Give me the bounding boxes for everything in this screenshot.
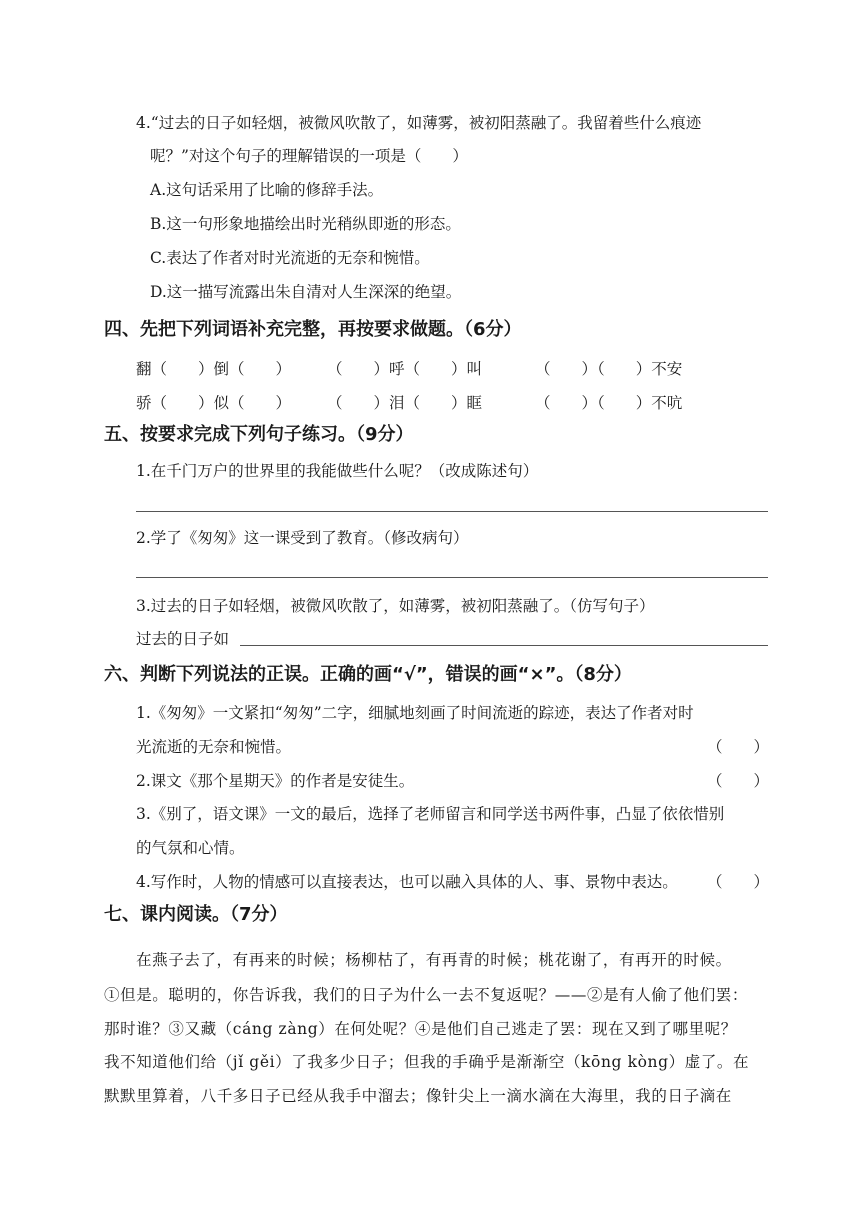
passage-line-4: 我不知道他们给（jǐ gěi）了我多少日子；但我的手确乎是渐渐空（kōng kòng）虚了。在 (104, 1053, 750, 1071)
q4-option-b: B.这一句形象地描绘出时光稍纵即逝的形态。 (150, 215, 461, 233)
word-blank-6: （ ）（ ）不吭 (535, 394, 683, 412)
passage-line-1: 在燕子去了，有再来的时候；杨柳枯了，有再青的时候；桃花谢了，有再开的时候。 (136, 951, 732, 969)
section7-heading: 七、课内阅读。（7分） (104, 904, 288, 925)
s6-q1-line2: 光流逝的无奈和惋惜。 (136, 738, 292, 756)
word-blank-3: （ ）（ ）不安 (535, 360, 683, 378)
section5-heading: 五、按要求完成下列句子练习。（9分） (104, 424, 414, 445)
s5-q3-prefix: 过去的日子如 (136, 630, 230, 648)
section6-heading: 六、判断下列说法的正误。正确的画“√”，错误的画“×”。（8分） (104, 664, 632, 685)
s6-q3-line1: 3.《别了，语文课》一文的最后，选择了老师留言和同学送书两件事，凸显了依依惜别 (136, 805, 725, 823)
passage-line-2: ①但是。聪明的，你告诉我，我们的日子为什么一去不复返呢？——②是有人偷了他们罢： (104, 986, 749, 1004)
s5-q3-answer-line[interactable] (240, 645, 768, 646)
s6-q2-answer-paren[interactable]: （ ） (707, 772, 770, 790)
s5-q2-answer-line[interactable] (136, 577, 768, 578)
s6-q2: 2.课文《那个星期天》的作者是安徒生。 (136, 772, 415, 790)
s5-q2: 2.学了《匆匆》这一课受到了教育。（修改病句） (136, 529, 469, 547)
passage-line-3: 那时谁？③又藏（cáng zàng）在何处呢？④是他们自己逃走了罢：现在又到了哪里呢？ (104, 1020, 737, 1038)
passage-line-5: 默默里算着，八千多日子已经从我手中溜去；像针尖上一滴水滴在大海里，我的日子滴在 (104, 1087, 732, 1105)
q4-stem-line1: 4.“过去的日子如轻烟，被微风吹散了，如薄雾，被初阳蒸融了。我留着些什么痕迹 (136, 114, 702, 132)
q4-stem-line2: 呢？”对这个句子的理解错误的一项是（ ） (150, 147, 468, 165)
word-blank-2: （ ）呼（ ）叫 (327, 360, 483, 378)
s5-q3: 3.过去的日子如轻烟，被微风吹散了，如薄雾，被初阳蒸融了。（仿写句子） (136, 597, 655, 615)
s6-q4-answer-paren[interactable]: （ ） (707, 873, 770, 891)
s5-q1: 1.在千门万户的世界里的我能做些什么呢？（改成陈述句） (136, 462, 539, 480)
s6-q1-line1: 1.《匆匆》一文紧扣“匆匆”二字，细腻地刻画了时间流逝的踪迹，表达了作者对时 (136, 704, 694, 722)
word-blank-4: 骄（ ）似（ ） (136, 394, 292, 412)
q4-option-d: D.这一描写流露出朱自清对人生深深的绝望。 (150, 283, 462, 301)
word-blank-5: （ ）泪（ ）眶 (327, 394, 483, 412)
s6-q4: 4.写作时，人物的情感可以直接表达，也可以融入具体的人、事、景物中表达。 (136, 873, 678, 891)
s5-q1-answer-line[interactable] (136, 511, 768, 512)
q4-option-c: C.表达了作者对时光流逝的无奈和惋惜。 (150, 249, 430, 267)
q4-option-a: A.这句话采用了比喻的修辞手法。 (150, 181, 384, 199)
section4-heading: 四、先把下列词语补充完整，再按要求做题。（6分） (104, 319, 522, 340)
word-blank-1: 翻（ ）倒（ ） (136, 360, 292, 378)
s6-q3-line2: 的气氛和心情。 (136, 839, 245, 857)
s6-q1-answer-paren[interactable]: （ ） (707, 738, 770, 756)
